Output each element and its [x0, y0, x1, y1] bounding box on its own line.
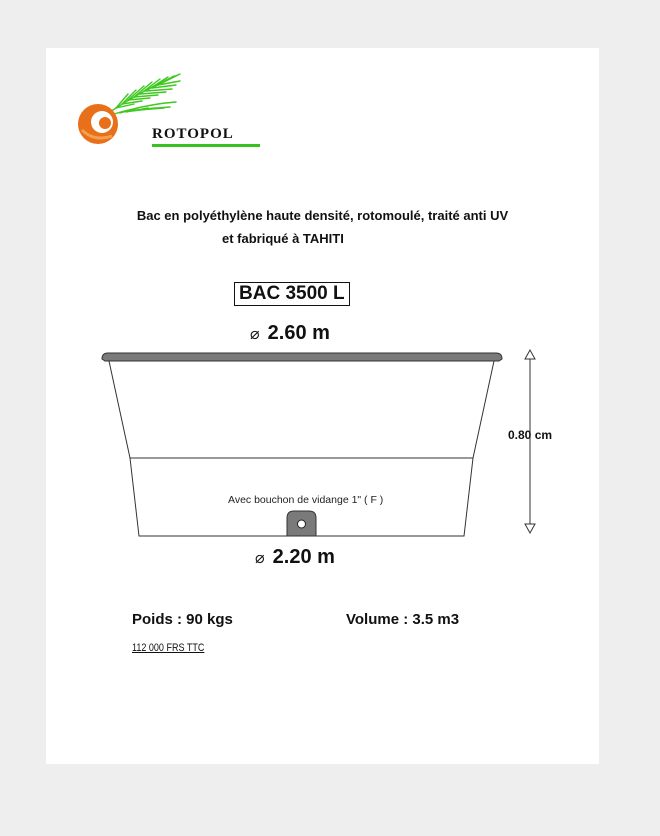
diameter-icon: ⌀ [255, 550, 265, 567]
model-title: BAC 3500 L [234, 282, 350, 306]
document-page [46, 48, 599, 764]
description-line-2: et fabriqué à TAHITI [222, 231, 344, 246]
tank-rim [102, 353, 502, 361]
drain-note: Avec bouchon de vidange 1" ( F ) [228, 494, 384, 506]
bottom-diameter-value: 2.20 m [272, 546, 335, 568]
diameter-icon: ⌀ [250, 326, 260, 343]
height-value: 0.80 cm [508, 428, 553, 442]
tank-upper-body [109, 361, 494, 458]
tank-drawing [46, 48, 599, 764]
bottom-diameter [255, 546, 335, 569]
price: 112 000 FRS TTC [132, 642, 205, 654]
description-line-1: Bac en polyéthylène haute densité, rotomoulé, traité anti UV [136, 208, 509, 223]
weight-spec: Poids : 90 kgs [132, 611, 233, 628]
brand-name: ROTOPOL [152, 126, 234, 142]
drain-plug-icon [287, 511, 316, 536]
top-diameter-value: 2.60 m [267, 322, 330, 344]
volume-spec: Volume : 3.5 m3 [346, 611, 460, 628]
